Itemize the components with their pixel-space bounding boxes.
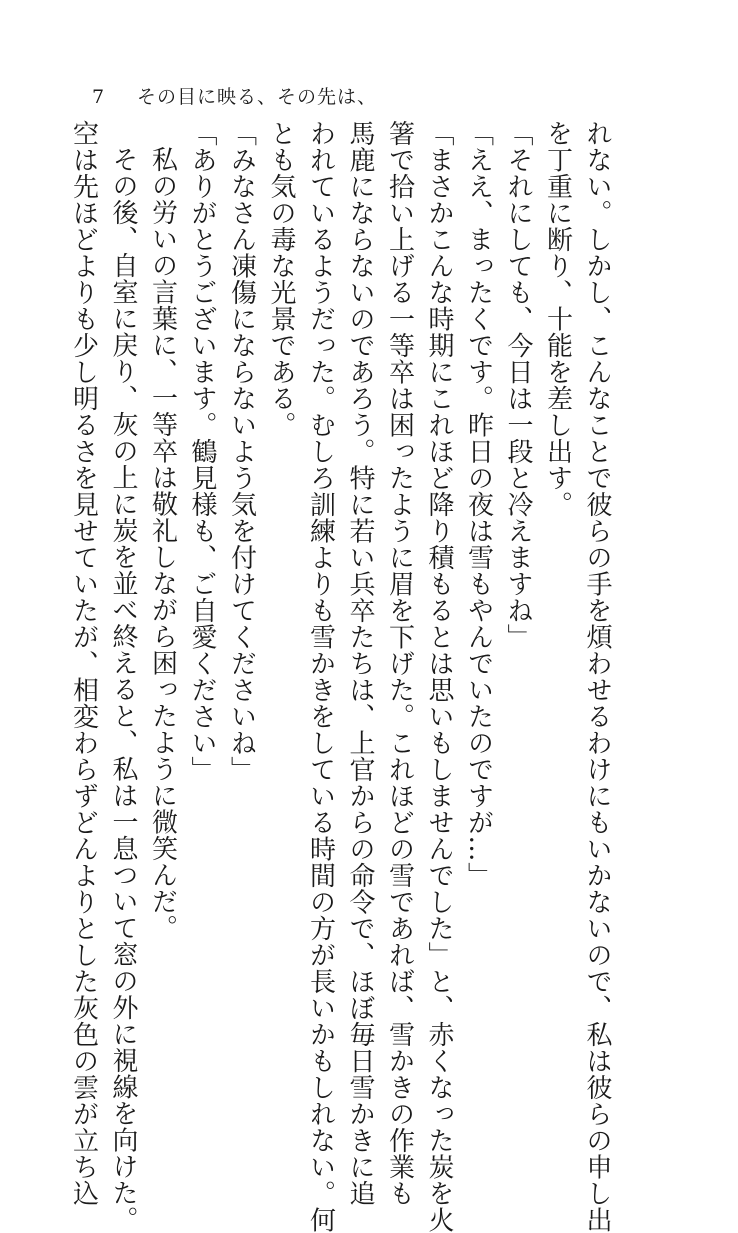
dialogue-line: 「みなさん凍傷にならないよう気を付けてくださいね」 (226, 120, 257, 783)
body-text (68, 120, 616, 1233)
dialogue-line: 「それにしても、今日は一段と冷えますね」 (503, 120, 533, 650)
dialogue-line: 「ええ、まったくです。昨日の夜は雪もやんでいたのですが…」 (463, 120, 494, 889)
text-line: 箸で拾い上げる一等卒は困ったように眉を下げた。これほどの雪であれば、雪かきの作業も (384, 120, 415, 1207)
text-line: 空は先ほどよりも少し明るさを見せていたが、相変わらずどんよりとした灰色の雲が立ち込 (68, 120, 99, 1207)
dialogue-line: 「ありがとうございます。鶴見様も、ご自愛ください」 (187, 120, 217, 783)
running-header (92, 82, 377, 109)
text-line: とも気の毒な光景である。 (266, 120, 296, 438)
chapter-title: その目に映る、その先は、 (137, 86, 378, 108)
page-number: 7 (92, 86, 106, 108)
text-line: 馬鹿にならないのであろう。特に若い兵卒たちは、上官からの命令で、ほぼ毎日雪かきに追 (345, 120, 375, 1207)
text-line: その後、自室に戻り、灰の上に炭を並べ終えると、私は一息ついて窓の外に視線を向けた。 (108, 146, 138, 1233)
text-line: を丁重に断り、十能を差し出す。 (542, 120, 573, 518)
text-line: れない。しかし、こんなことで彼らの手を煩わせるわけにもいかないので、私は彼らの申し出 (582, 120, 612, 1233)
text-line: われているようだった。むしろ訓練よりも雪かきをしている時間の方が長いかもしれない。何 (305, 120, 336, 1233)
text-line: 私の労いの言葉に、一等卒は敬礼しながら困ったように微笑んだ。 (147, 146, 178, 941)
dialogue-line: 「まさかこんな時期にこれほど降り積もるとは思いもしませんでした」と、赤くなった炭を火 (424, 120, 454, 1233)
